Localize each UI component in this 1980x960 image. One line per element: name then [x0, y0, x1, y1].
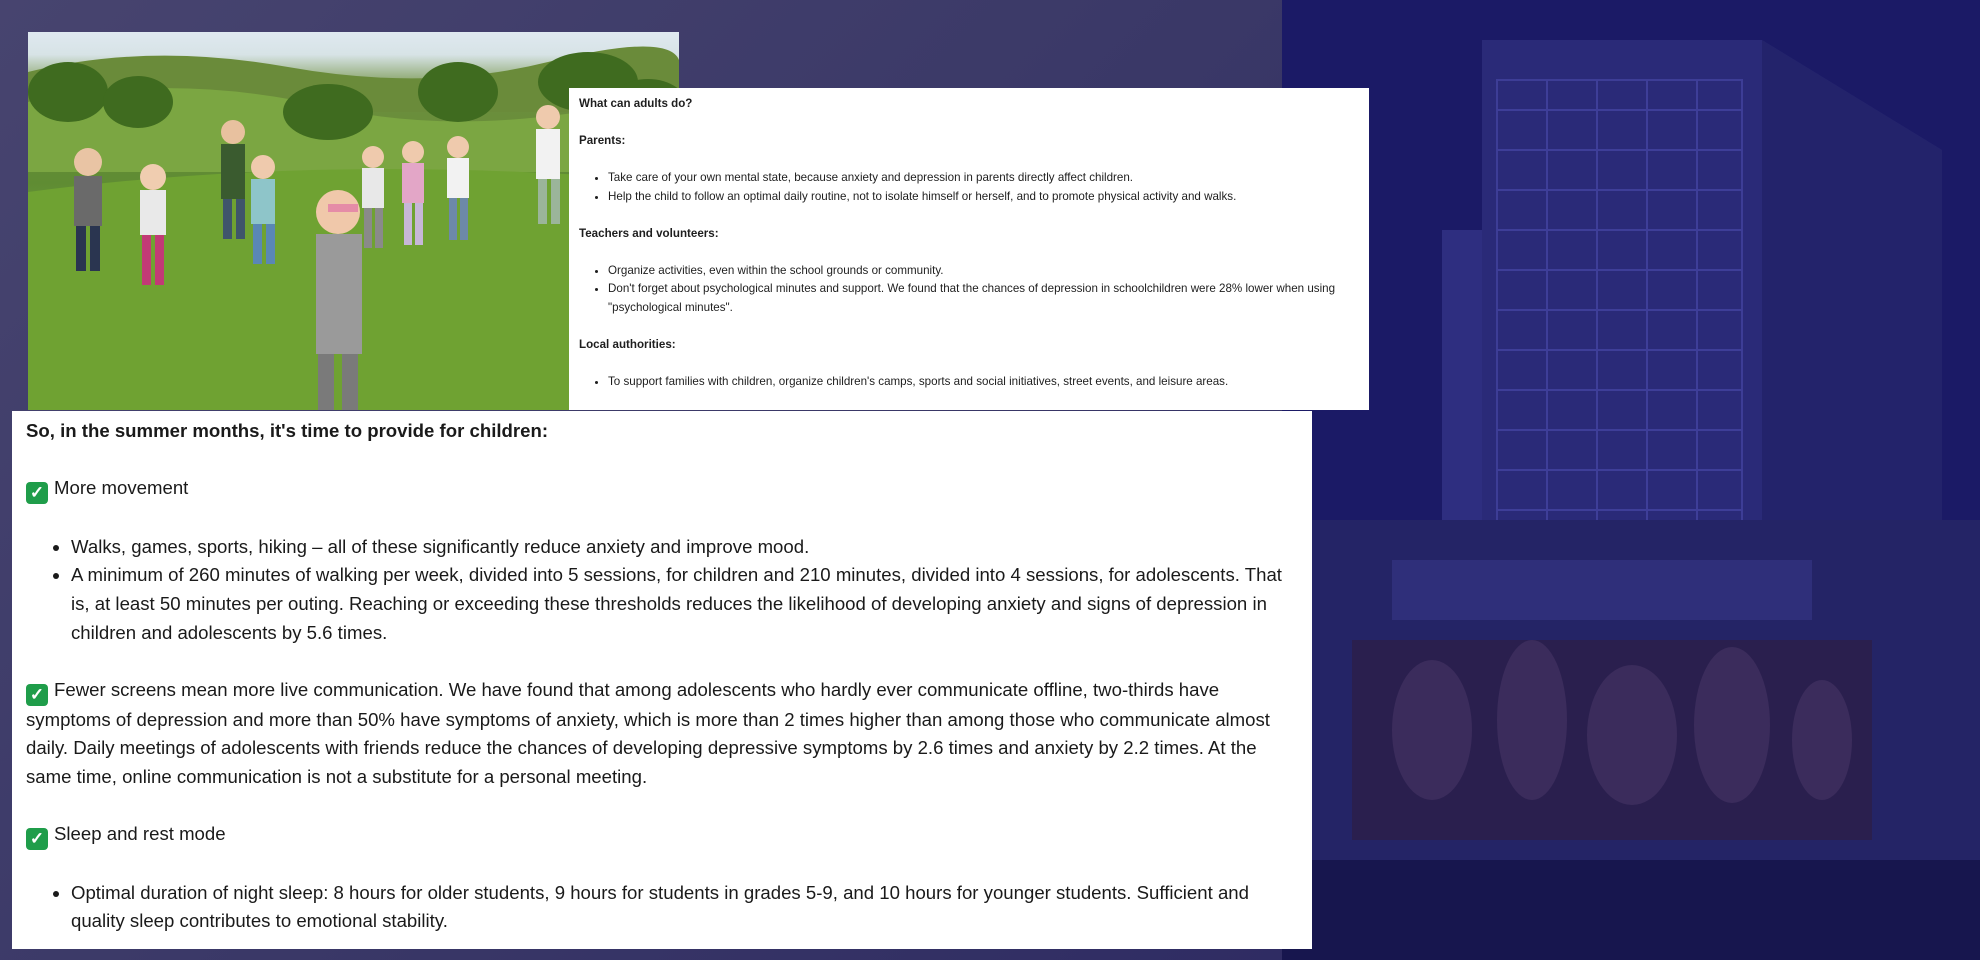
movement-list: [26, 533, 1298, 647]
list-item: • Organize activities, even within the school grounds or community.: [608, 262, 1359, 281]
parents-list: [579, 169, 1359, 206]
building-photo: [1282, 0, 1980, 960]
list-item: • To support families with children, organize children's camps, sports and social initiatives, street events, and leisure areas.: [608, 373, 1359, 392]
sleep-list: [26, 879, 1298, 936]
list-item: • Optimal duration of night sleep: 8 hours for older students, 9 hours for students in grades 5-9, and 10 hours for younger students. Sufficient and quality sleep contributes to emotional stability.: [71, 879, 1298, 936]
check-mark-icon: ✓: [26, 684, 48, 706]
intro-heading: So, in the summer months, it's time to provide for children:: [26, 420, 549, 441]
screens-paragraph: [26, 676, 1298, 792]
check-mark-icon: ✓: [26, 828, 48, 850]
movement-heading-text: More movement: [54, 477, 189, 499]
sleep-heading-text: Sleep and rest mode: [54, 823, 226, 845]
authorities-list: [579, 373, 1359, 392]
movement-heading: [26, 474, 1298, 504]
teachers-list: [579, 262, 1359, 318]
adults-guidance-note: [569, 88, 1369, 410]
list-item: • Help the child to follow an optimal daily routine, not to isolate himself or herself, and to promote physical activity and walks.: [608, 188, 1359, 207]
authorities-heading: Local authorities:: [579, 337, 676, 351]
list-item: • Don't forget about psychological minutes and support. We found that the chances of depression in schoolchildren were 28% lower when using "psychological minutes".: [608, 280, 1359, 317]
building-illustration: [1282, 0, 1980, 960]
summer-recommendations-text: [12, 411, 1312, 949]
list-item: • Take care of your own mental state, because anxiety and depression in parents directly affect children.: [608, 169, 1359, 188]
list-item: • Walks, games, sports, hiking – all of these significantly reduce anxiety and improve mood.: [71, 533, 1298, 562]
screens-paragraph-text: Fewer screens mean more live communication. We have found that among adolescents who hardly ever communicate offline, two-thirds have symptoms of depression and more than 50% have symptoms of anxiety, which is more than 2 times higher than among those who communicate almost daily. Daily meetings of adolescents with friends reduce the chances of developing depressive symptoms by 2.6 times and anxiety by 2.2 times. At the same time, online communication is not a substitute for a personal meeting.: [26, 678, 1270, 787]
teachers-heading: Teachers and volunteers:: [579, 226, 719, 240]
sleep-heading: [26, 820, 1298, 850]
check-mark-icon: ✓: [26, 482, 48, 504]
list-item: • A minimum of 260 minutes of walking per week, divided into 5 sessions, for children and 210 minutes, divided into 4 sessions, for adolescents. That is, at least 50 minutes per outing. Reaching or exceeding these thresholds reduces the likelihood of developing anxiety and signs of depression in children and adolescents by 5.6 times.: [71, 561, 1298, 647]
parents-heading: Parents:: [579, 134, 626, 147]
note-heading: What can adults do?: [579, 97, 693, 110]
